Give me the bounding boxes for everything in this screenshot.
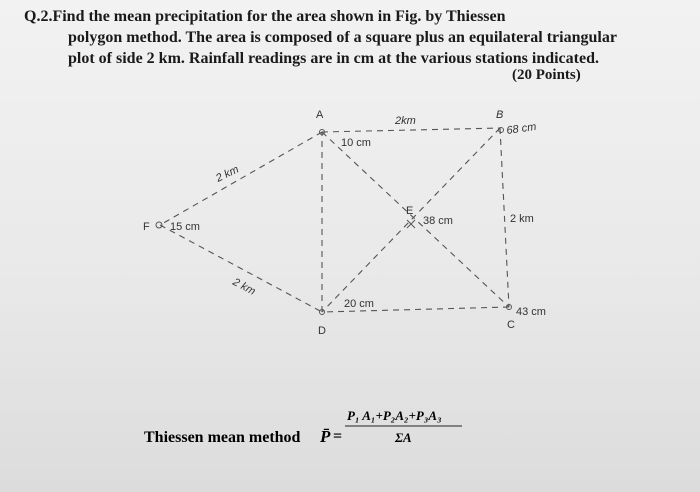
thiessen-formula xyxy=(144,408,462,446)
station-e-marker xyxy=(407,220,415,228)
station-b-marker xyxy=(499,128,504,133)
station-f-reading: 15 cm xyxy=(170,221,200,233)
station-a-reading: 10 cm xyxy=(341,137,371,149)
question-line-2: polygon method. The area is composed of a square plus an equilateral triangular xyxy=(68,29,617,46)
edge-triangle-lower xyxy=(160,225,322,312)
edge-triangle-upper xyxy=(160,132,322,225)
side-label-upper-left: 2 km xyxy=(214,163,241,185)
station-f-label: F xyxy=(143,221,150,233)
diagonal-a-c xyxy=(322,132,509,307)
station-d-reading: 20 cm xyxy=(344,298,374,310)
formula-label: Thiessen mean method xyxy=(144,429,301,446)
formula-denominator: ΣA xyxy=(395,430,412,445)
question-number: Q.2. xyxy=(24,8,53,25)
question-line-3: plot of side 2 km. Rainfall readings are in cm at the various stations indicated. xyxy=(68,50,599,67)
station-a-label: A xyxy=(316,109,324,121)
diagonal-b-d xyxy=(322,128,500,312)
station-c-label: C xyxy=(507,319,515,331)
points-label: (20 Points) xyxy=(512,67,581,83)
question-line-1: Find the mean precipitation for the area shown in Fig. by Thiessen xyxy=(52,8,506,25)
formula-equals: = xyxy=(333,428,343,445)
station-b-label: B xyxy=(496,109,504,121)
station-e-label: E xyxy=(406,205,414,217)
station-b-reading: 68 cm xyxy=(505,120,538,137)
station-d-label: D xyxy=(318,325,326,337)
side-label-top: 2km xyxy=(395,115,416,127)
side-label-right: 2 km xyxy=(510,213,534,225)
formula-numerator: P₁ A₁+P₂A₂+P₃A₃ xyxy=(347,408,442,423)
edge-right xyxy=(500,128,509,307)
station-e-reading: 38 cm xyxy=(423,215,453,227)
formula-lhs: P̄ xyxy=(320,427,331,446)
station-c-reading: 43 cm xyxy=(516,306,546,318)
side-label-lower-left: 2 km xyxy=(230,276,258,298)
edge-top xyxy=(322,128,500,132)
